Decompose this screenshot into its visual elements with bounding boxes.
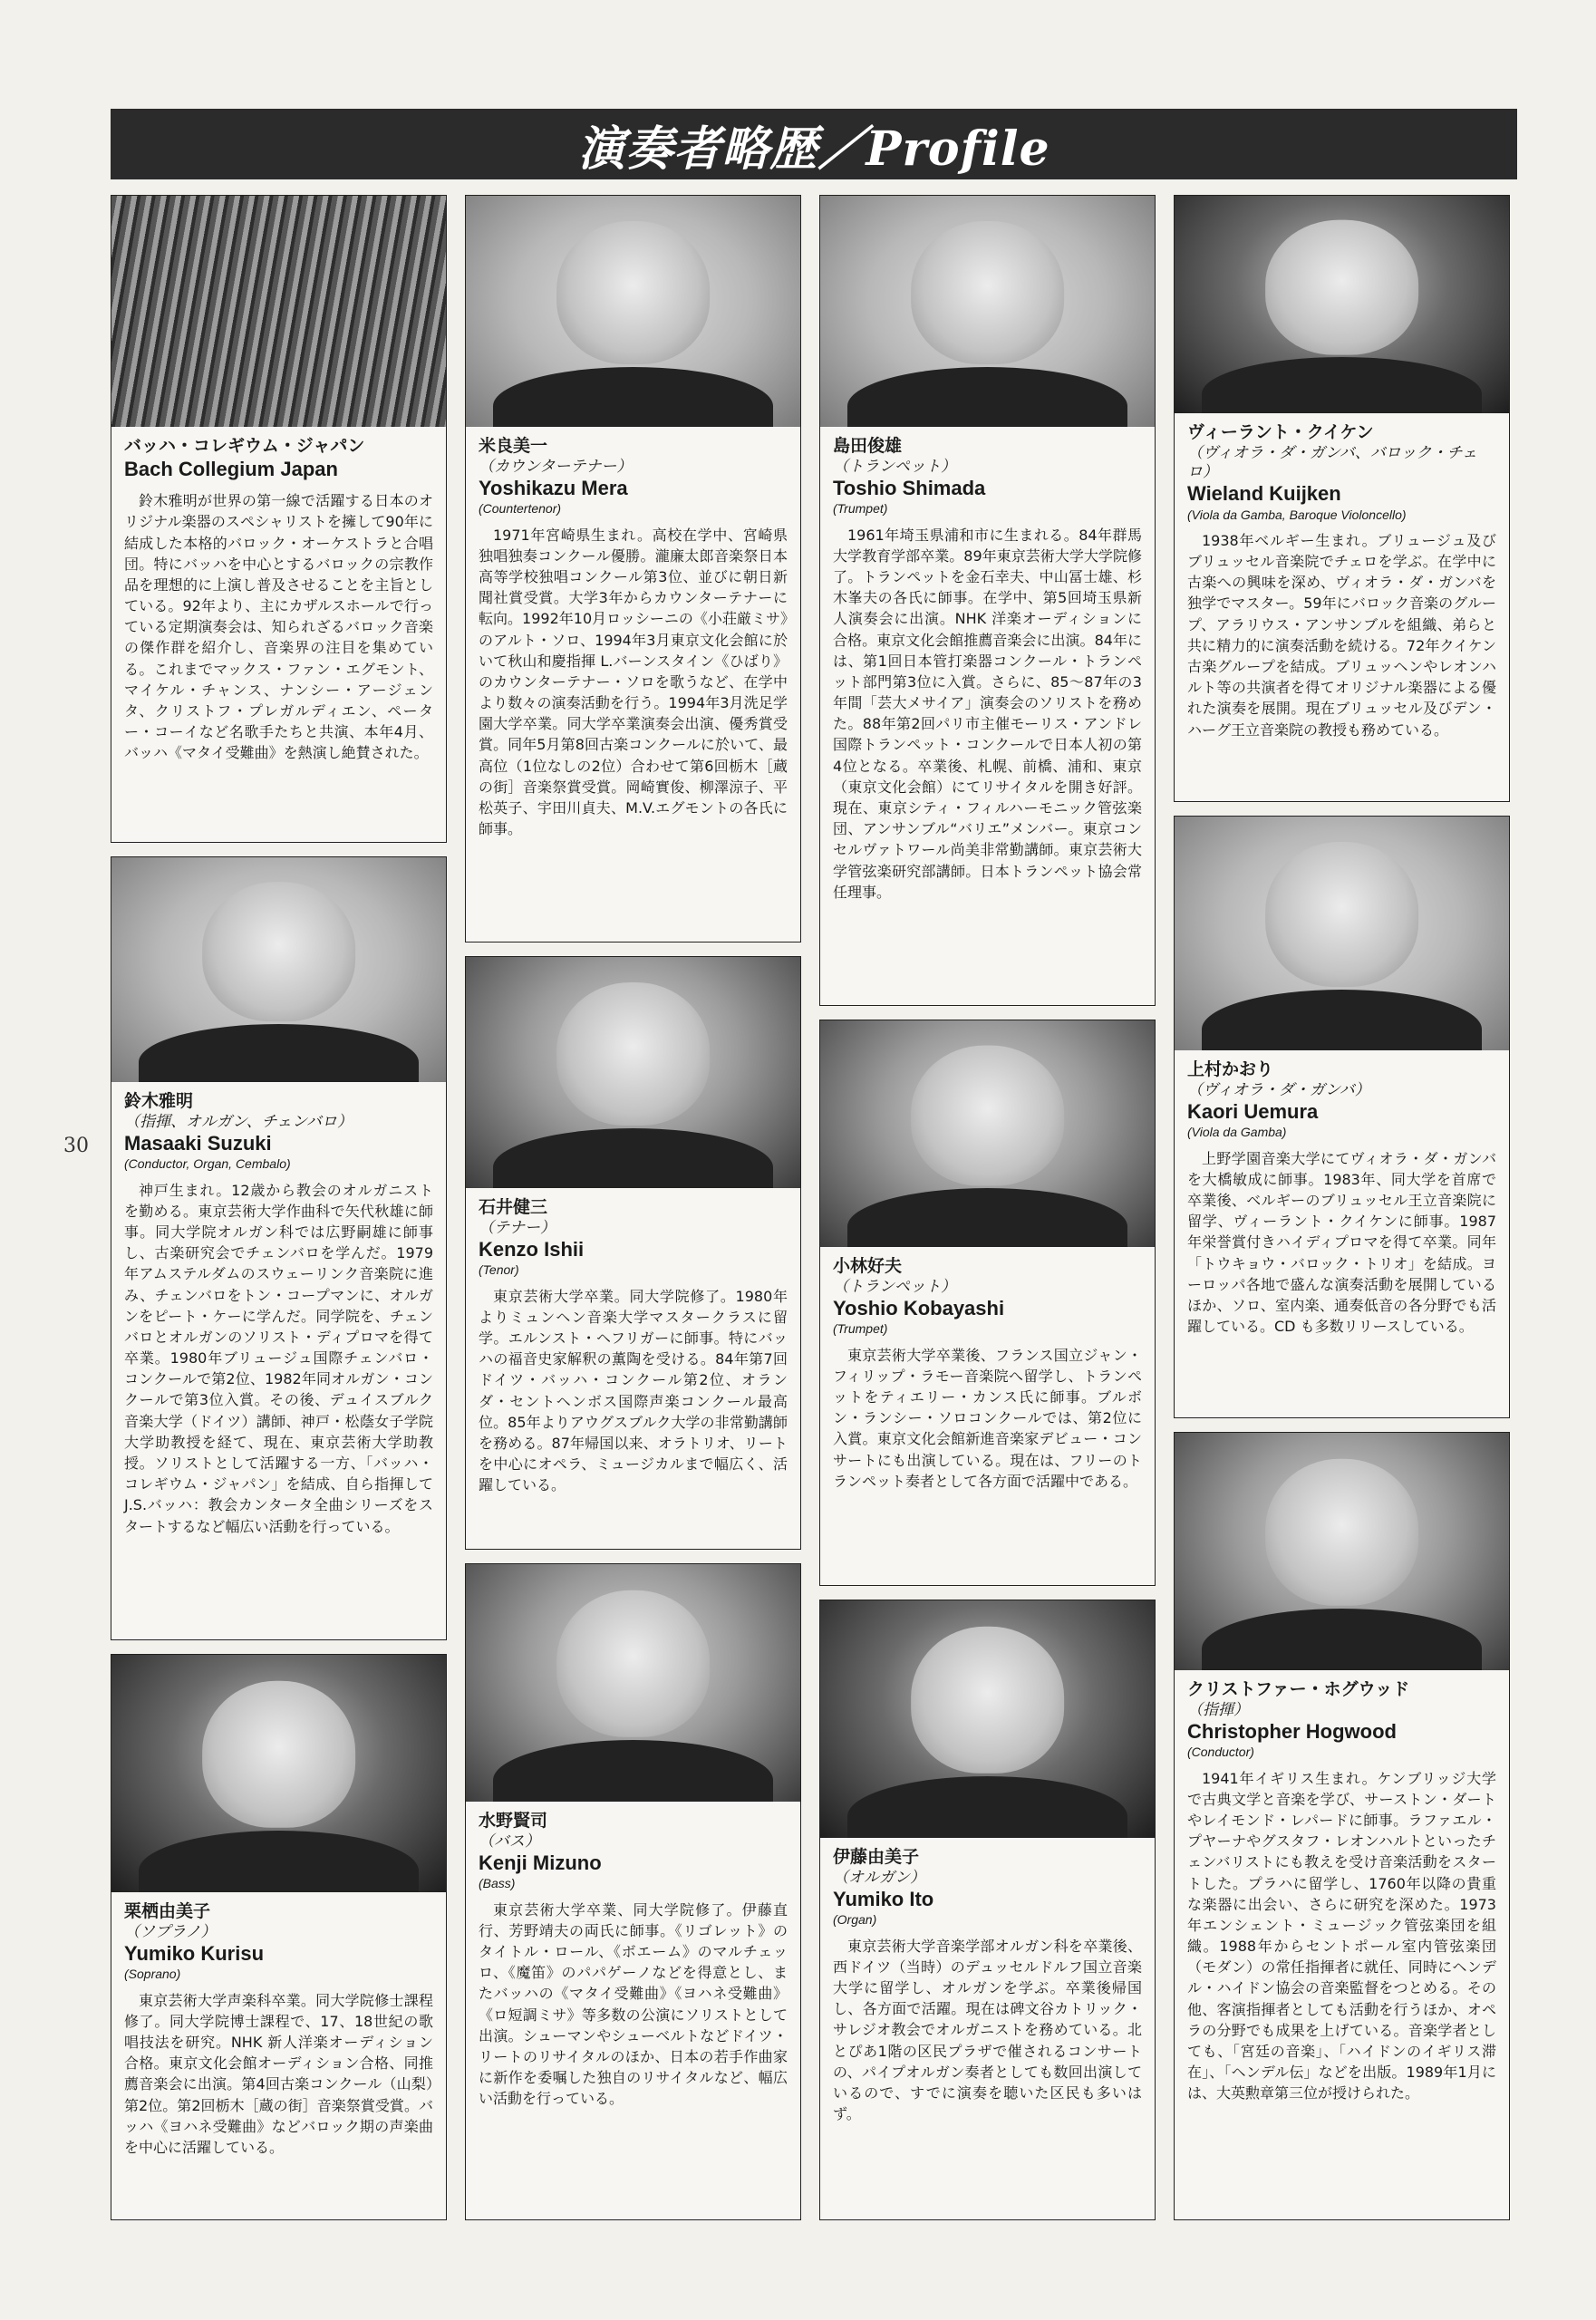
- profile-name-jp: バッハ・コレギウム・ジャパン: [124, 436, 365, 456]
- portrait-shoulders: [493, 1128, 774, 1188]
- profile-role-jp: （トランペット）: [833, 457, 956, 476]
- profile-card-yumiko-ito: [819, 1600, 1156, 2220]
- profile-card-wieland-kuijken: [1174, 195, 1510, 802]
- profile-role-en: (Bass): [479, 1876, 516, 1891]
- profile-role-jp: （ヴィオラ・ダ・ガンバ、バロック・チェロ）: [1187, 443, 1477, 481]
- portrait-shoulders: [493, 1740, 774, 1802]
- profile-bio: 東京芸術大学卒業、同大学院修了。伊藤直行、芳野靖夫の両氏に師事。《リゴレット》のタイトル・ロール、《ボエーム》のマルチェッロ、《魔笛》のパパゲーノなどを得意とし、またバッハの《マタイ受難曲》《ヨハネ受難曲》《ロ短調ミサ》等多数の公演にソリストとして出演。シューマンやシューベルトなどドイツ・リートのリサイタルのほか、日本の若手作曲家に新作を委嘱した独自のリサイタルなど、幅広い活動を行っている。: [479, 1900, 788, 2108]
- profile-bio: 東京芸術大学卒業後、フランス国立ジャン・フィリップ・ラモー音楽院へ留学し、トランペットをティエリー・カンス氏に師事。ブルボン・ランシー・ソロコンクールでは、第2位に入賞。東京文化会館新進音楽家デビュー・コンサートにも出演している。現在は、フリーのトランペット奏者として各方面で活躍中である。: [833, 1346, 1142, 1490]
- portrait-face: [911, 1046, 1065, 1186]
- profile-name-jp: 石井健三: [479, 1197, 548, 1217]
- portrait-photo: [820, 1020, 1155, 1247]
- profile-name-jp: 水野賢司: [479, 1811, 548, 1831]
- profile-name-en: Kenji Mizuno: [479, 1851, 602, 1874]
- portrait-face: [556, 1590, 711, 1737]
- profile-column-4: [1174, 195, 1512, 2220]
- profile-name-en: Masaaki Suzuki: [124, 1132, 272, 1155]
- profile-role-jp: （テナー）: [479, 1218, 556, 1237]
- profile-bio: 上野学園音楽大学にてヴィオラ・ダ・ガンバを大橋敏成に師事。1983年、同大学を首席で卒業後、ベルギーのブリュッセル王立音楽院に留学、ヴィーラント・クイケンに師事。1987年栄誉賞付きハイディプロマを得て卒業。同年「トウキョウ・バロック・トリオ」を結成。ヨーロッパ各地で盛んな演奏活動を展開しているほか、ソロ、室内楽、通奏低音の各分野でも活躍している。CD も多数リリースしている。: [1187, 1149, 1496, 1336]
- portrait-face: [911, 1627, 1065, 1774]
- profile-card-toshio-shimada: [819, 195, 1156, 1006]
- profile-name-en: Yoshikazu Mera: [479, 477, 628, 499]
- portrait-photo: [111, 857, 446, 1082]
- profile-name-en: Yumiko Ito: [833, 1888, 934, 1910]
- profile-column-2: [465, 195, 803, 2220]
- profile-card-yoshikazu-mera: [465, 195, 801, 942]
- profile-role-jp: （トランペット）: [833, 1277, 956, 1296]
- profile-name-jp: 栗栖由美子: [124, 1901, 211, 1921]
- portrait-photo: [111, 1655, 446, 1892]
- profile-card-kenji-mizuno: [465, 1563, 801, 2220]
- profile-role-en: (Conductor, Organ, Cembalo): [124, 1156, 291, 1172]
- profile-role-en: (Soprano): [124, 1967, 181, 1982]
- profile-card-christopher-hogwood: [1174, 1432, 1510, 2220]
- profile-name-en: Kenzo Ishii: [479, 1238, 585, 1261]
- profile-bio: 神戸生まれ。12歳から教会のオルガニストを勤める。東京芸術大学作曲科で矢代秋雄に師事。同大学院オルガン科では広野嗣雄に師事し、古楽研究会でチェンバロを学んだ。1979年アムステルダムのスウェーリンク音楽院に進み、チェンバロをトン・コープマンに、オルガンをピート・ケーに学んだ。同学院を、チェンバロとオルガンのソリスト・ディプロマを得て卒業。1980年ブリュージュ国際チェンバロ・コンクールで第2位、1982年同オルガン・コンクールで第3位入賞。その後、デュイスブルク音楽大学（ドイツ）講師、神戸・松蔭女子学院大学助教授を経て、現在、東京芸術大学助教授。ソリストとして活躍する一方、「バッハ・コレギウム・ジャパン」を結成、自ら指揮して J.S.バッハ：教会カンタータ全曲シリーズをスタートするなど幅広い活動を行っている。: [124, 1181, 433, 1535]
- portrait-shoulders: [139, 1831, 420, 1892]
- profile-role-jp: （ヴィオラ・ダ・ガンバ）: [1187, 1080, 1370, 1099]
- ensemble-photo: [111, 196, 446, 427]
- profile-role-jp: （バス）: [479, 1832, 540, 1851]
- portrait-face: [1265, 1459, 1419, 1606]
- profile-role-en: (Viola da Gamba, Baroque Violoncello): [1187, 507, 1407, 522]
- page-title: 演奏者略歴／Profile: [111, 109, 1517, 179]
- page-number: 30: [63, 1135, 89, 1157]
- profile-bio: 東京芸術大学卒業。同大学院修了。1980年よりミュンヘン音楽大学マスタークラスに留学。エルンスト・ヘフリガーに師事。特にバッハの福音史家解釈の薫陶を受ける。84年第7回ドイツ・バッハ・コンクール第2位、オランダ・セントヘンボス国際声楽コンクール最高位。85年よりアウグスブルク大学の非常勤講師を務める。87年帰国以来、オラトリオ、リートを中心にオペラ、ミュージカルまで幅広く、活躍している。: [479, 1287, 788, 1494]
- profile-card-bach-collegium-japan: [111, 195, 447, 843]
- portrait-photo: [1175, 817, 1509, 1050]
- profile-name-jp: 上村かおり: [1187, 1059, 1274, 1079]
- portrait-face: [1265, 219, 1419, 354]
- profile-card-kenzo-ishii: [465, 956, 801, 1550]
- portrait-photo: [466, 1564, 800, 1802]
- profile-name-jp: 鈴木雅明: [124, 1091, 194, 1111]
- portrait-shoulders: [847, 1776, 1128, 1838]
- profile-role-jp: （ソプラノ）: [124, 1922, 217, 1941]
- portrait-shoulders: [1202, 990, 1483, 1050]
- profile-name-en: Yumiko Kurisu: [124, 1942, 265, 1965]
- portrait-face: [911, 221, 1065, 364]
- portrait-shoulders: [1202, 1609, 1483, 1670]
- profile-role-en: (Viola da Gamba): [1187, 1125, 1287, 1140]
- profile-bio: 1961年埼玉県浦和市に生まれる。84年群馬大学教育学部卒業。89年東京芸術大学大学院修了。トランペットを金石幸夫、中山冨士雄、杉木峯夫の各氏に師事。在学中、第5回埼玉県新人演奏会に出演。NHK 洋楽オーディションに合格。東京文化会館推薦音楽会に出演。84年には、第1回日本管打楽器コンクール・トランペット部門第3位に入賞。さらに、85〜87年の3年間「芸大メサイア」演奏会のソリストを務めた。88年第2回パリ市主催モーリス・アンドレ国際トランペット・コンクールで日本人初の第4位となる。卒業後、札幌、前橋、浦和、東京（東京文化会館）にてリサイタルを開き好評。現在、東京シティ・フィルハーモニック管弦楽団、アンサンブル“バリエ”メンバー。東京コンセルヴァトワール尚美非常勤講師。東京芸術大学管弦楽研究部講師。日本トランペット協会常任理事。: [833, 526, 1142, 901]
- profile-card-masaaki-suzuki: [111, 856, 447, 1640]
- profile-card-yumiko-kurisu: [111, 1654, 447, 2220]
- profile-bio: 1938年ベルギー生まれ。ブリュージュ及びブリュッセル音楽院でチェロを学ぶ。在学中に古楽への興味を深め、ヴィオラ・ダ・ガンバを独学でマスター。59年にバロック音楽のグループ、アラリウス・アンサンブルを組織、弟らと共に精力的に演奏活動を続ける。72年クイケン古楽グループを結成。ブリュッヘンやレオンハルト等の共演者を得てオリジナル楽器による優れた演奏を展開。現在ブリュッセル及びデン・ハーグ王立音楽院の教授も務めている。: [1187, 531, 1496, 739]
- profile-role-jp: （指揮、オルガン、チェンバロ）: [124, 1112, 353, 1131]
- portrait-photo: [1175, 196, 1509, 413]
- portrait-face: [556, 221, 711, 364]
- profile-name-jp: 伊藤由美子: [833, 1847, 920, 1867]
- portrait-photo: [466, 196, 800, 427]
- profile-bio: 東京芸術大学声楽科卒業。同大学院修士課程修了。同大学院博士課程で、17、18世紀の歌唱技法を研究。NHK 新人洋楽オーディション合格。東京文化会館オーディション合格、同推薦音楽会に出演。第4回古楽コンクール（山梨）第2位。第2回栃木［蔵の街］音楽祭賞受賞。バッハ《ヨハネ受難曲》などバロック期の声楽曲を中心に活躍している。: [124, 1991, 433, 2156]
- profile-role-jp: （指揮）: [1187, 1700, 1249, 1719]
- profile-card-kaori-uemura: [1174, 816, 1510, 1418]
- profile-name-en: Christopher Hogwood: [1187, 1720, 1397, 1743]
- profile-name-jp: 島田俊雄: [833, 436, 903, 456]
- portrait-shoulders: [139, 1024, 420, 1082]
- profile-column-3: [819, 195, 1157, 2220]
- profile-role-en: (Trumpet): [833, 1321, 888, 1337]
- profile-role-en: (Conductor): [1187, 1745, 1254, 1760]
- profile-bio: 1971年宮崎県生まれ。高校在学中、宮崎県独唱独奏コンクール優勝。瀧廉太郎音楽祭日本高等学校独唱コンクール第3位、並びに朝日新聞社賞受賞。大学3年からカウンターテナーに転向。1992年10月ロッシーニの《小荘厳ミサ》のアルト・ソロ、1994年3月東京文化会館に於いて秋山和慶指揮 L.バーンスタイン《ひばり》のカウンターテナー・ソロを歌うなど、在学中より数々の演奏活動を行う。1994年3月洗足学園大学卒業。同大学卒業演奏会出演、優秀賞受賞。同年5月第8回古楽コンクールに於いて、最高位（1位なしの2位）合わせて第6回栃木［蔵の街］音楽祭賞受賞。岡崎實俊、柳澤涼子、平松英子、宇田川貞夫、M.V.エグモントの各氏に師事。: [479, 526, 788, 838]
- profile-name-jp: クリストファー・ホグウッド: [1187, 1679, 1410, 1699]
- profile-role-jp: （カウンターテナー）: [479, 457, 633, 476]
- profile-bio: 1941年イギリス生まれ。ケンブリッジ大学で古典文学と音楽を学び、サーストン・ダートやレイモンド・レパードに師事。ラファエル・プヤーナやグスタフ・レオンハルトといったチェンバリストにも教えを受け音楽活動をスタートした。プラハに留学し、1760年以降の貴重な楽器に出会い、さらに研究を深めた。1973年エンシェント・ミュージック管弦楽団を組織。1988年からセントポール室内管弦楽団（モダン）の常任指揮者に就任、同時にヘンデル・ハイドン協会の音楽監督をつとめる。その他、客演指揮者としても活動を行うほか、オペラの分野でも成果を上げている。音楽学者としても、「宮廷の音楽」、「ハイドンのイギリス滞在」、「ヘンデル伝」などを出版。1989年1月には、大英勲章第三位が授けられた。: [1187, 1769, 1496, 2102]
- portrait-shoulders: [1202, 357, 1483, 413]
- profile-name-en: Bach Collegium Japan: [124, 457, 338, 480]
- portrait-photo: [820, 196, 1155, 427]
- profile-bio: 鈴木雅明が世界の第一線で活躍する日本のオリジナル楽器のスペシャリストを擁して90年に結成した本格的バロック・オーケストラと合唱団。特にバッハを中心とするバロックの宗教作品を理想的に上演し普及させることを主旨としている。92年より、主にカザルスホールで行っている定期演奏会は、知られざるバロック音楽の傑作群を紹介し、音楽界の注目を集めている。これまでマックス・ファン・エグモント、マイケル・チャンス、ナンシー・アージェンタ、クリストフ・プレガルディエン、ペーター・コーイなど名歌手たちと共演、本年4月、バッハ《マタイ受難曲》を熱演し絶賛された。: [124, 492, 433, 762]
- profile-name-en: Kaori Uemura: [1187, 1100, 1319, 1123]
- portrait-face: [202, 882, 356, 1021]
- profile-role-en: (Tenor): [479, 1262, 519, 1278]
- profile-name-en: Wieland Kuijken: [1187, 482, 1341, 506]
- profile-role-en: (Organ): [833, 1912, 877, 1928]
- profile-role-en: (Countertenor): [479, 501, 562, 517]
- portrait-shoulders: [847, 1188, 1128, 1247]
- profile-name-jp: 米良美一: [479, 436, 548, 456]
- profile-bio: 東京芸術大学音楽学部オルガン科を卒業後、西ドイツ（当時）のデュッセルドルフ国立音楽大学に留学し、オルガンを学ぶ。卒業後帰国し、各方面で活躍。現在は碑文谷カトリック・サレジオ教会でオルガニストを務めている。北とぴあ1階の区民プラザで催されるコンサートの、パイプオルガン奏者としても数回出演しているので、すでに演奏を聴いた区民も多いはず。: [833, 1937, 1142, 2123]
- portrait-face: [1265, 842, 1419, 987]
- profile-name-jp: ヴィーラント・クイケン: [1187, 422, 1374, 442]
- portrait-face: [556, 982, 711, 1126]
- profile-name-en: Toshio Shimada: [833, 477, 986, 499]
- profile-column-1: [111, 195, 449, 2220]
- portrait-photo: [820, 1600, 1155, 1838]
- profile-name-jp: 小林好夫: [833, 1256, 903, 1276]
- profile-name-en: Yoshio Kobayashi: [833, 1297, 1005, 1320]
- portrait-photo: [1175, 1433, 1509, 1670]
- portrait-face: [202, 1681, 356, 1828]
- portrait-photo: [466, 957, 800, 1188]
- portrait-shoulders: [847, 367, 1128, 427]
- portrait-shoulders: [493, 367, 774, 427]
- profile-card-yoshio-kobayashi: [819, 1020, 1156, 1586]
- profile-role-jp: （オルガン）: [833, 1868, 925, 1887]
- profile-role-en: (Trumpet): [833, 501, 888, 517]
